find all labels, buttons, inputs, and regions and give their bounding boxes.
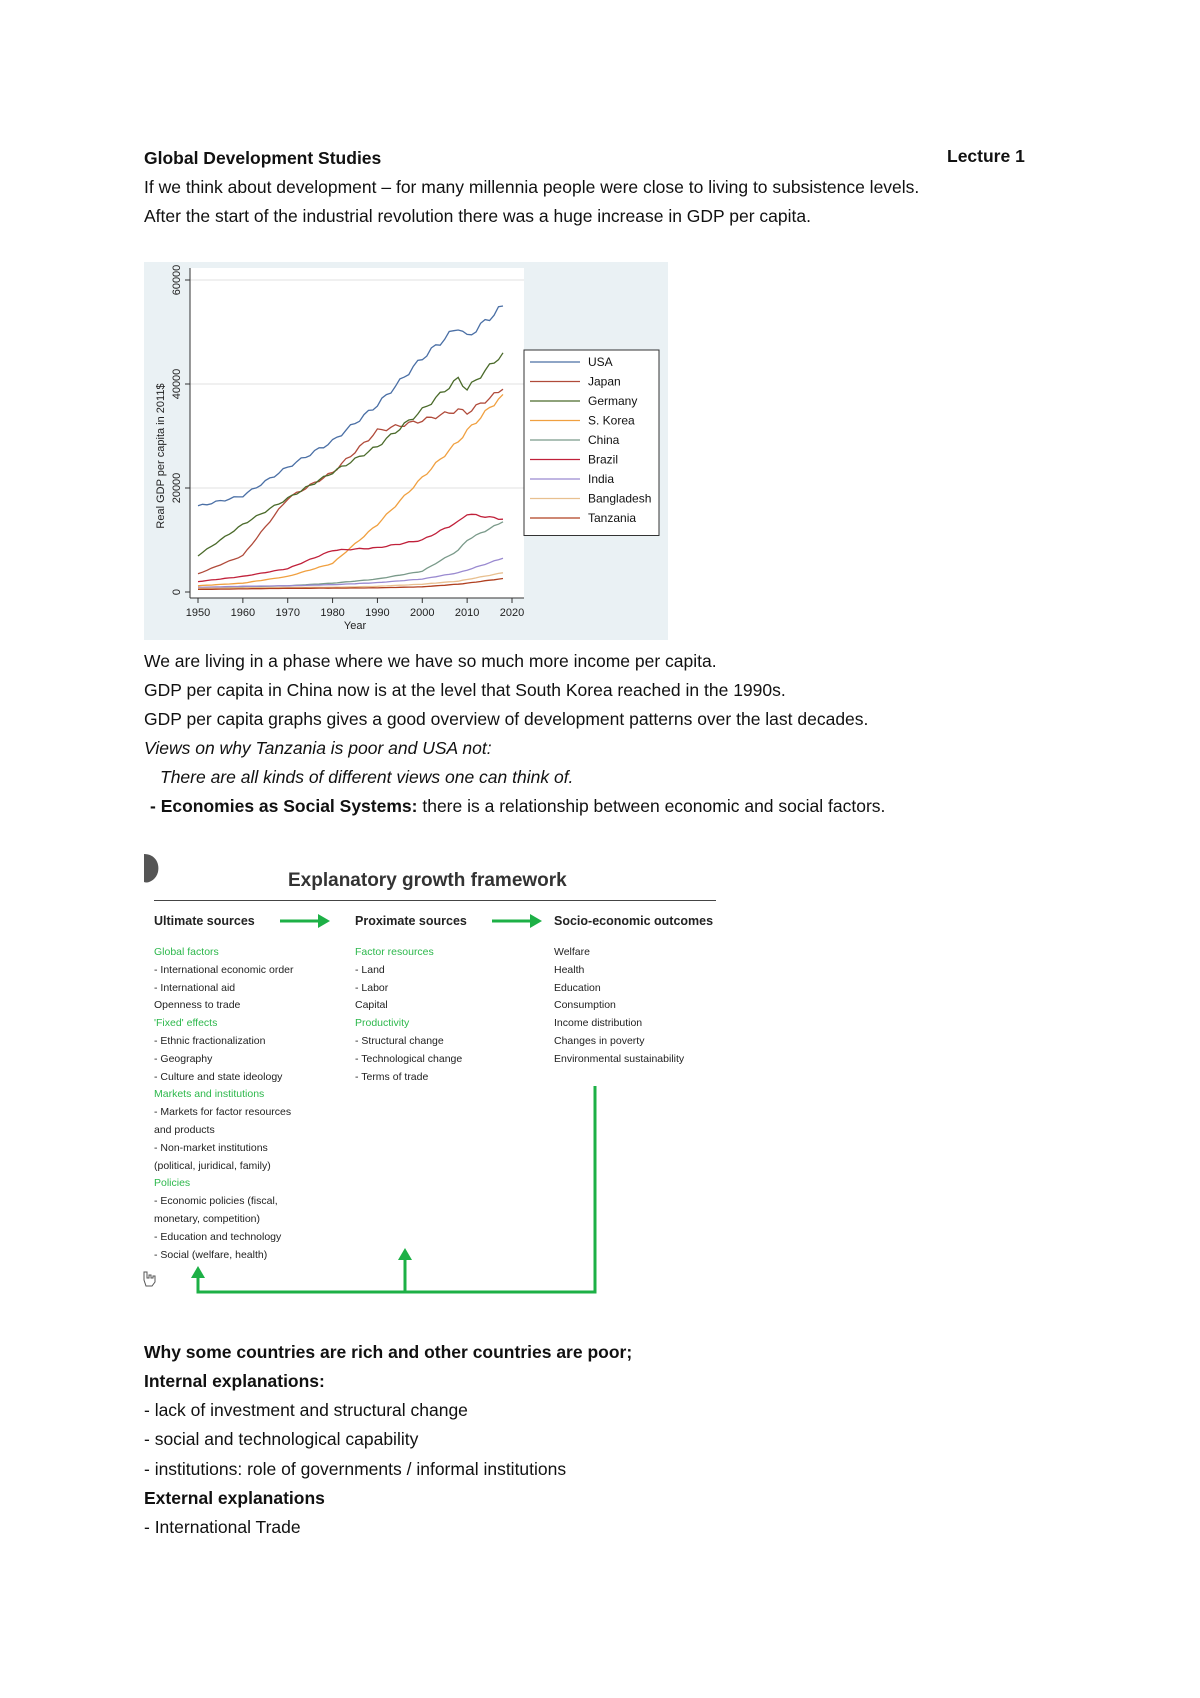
x-tick-label: 2000 — [410, 607, 435, 619]
col3_items-item: Health — [554, 963, 585, 976]
y-tick-label: 60000 — [171, 264, 183, 296]
legend-label: Japan — [588, 374, 621, 389]
col1_items-item: and products — [154, 1123, 215, 1136]
y-tick-label: 40000 — [171, 368, 183, 400]
legend-label: Bangladesh — [588, 491, 652, 506]
col1_items-item: Policies — [154, 1177, 191, 1190]
legend-label: China — [588, 433, 620, 447]
document-title: Global Development Studies — [144, 148, 382, 168]
internal-item-3: - institutions: role of governments / informal institutions — [144, 1459, 567, 1479]
ultimate-sources-list — [154, 944, 294, 1264]
feedback-arrowhead-left-icon — [191, 1266, 205, 1278]
hand-cursor-icon — [144, 1272, 155, 1286]
col2_items-item: Productivity — [355, 1017, 410, 1030]
arrow-ultimate-to-proximate-icon — [280, 914, 330, 928]
col1_items-item: - Culture and state ideology — [154, 1070, 283, 1083]
intro-line-2: After the start of the industrial revolution there was a huge increase in GDP per capita. — [144, 206, 811, 226]
proximate-sources-heading: Proximate sources — [355, 914, 467, 928]
col1_items-item: Openness to trade — [154, 999, 241, 1012]
social-systems-text: there is a relationship between economic and social factors. — [417, 796, 886, 816]
x-tick-label: 2020 — [499, 607, 525, 619]
external-item-1: - International Trade — [144, 1517, 301, 1537]
col1_items-item: Global factors — [154, 946, 219, 958]
intro-line-1: If we think about development – for many millennia people were close to living to subsistence levels. — [144, 177, 920, 197]
lecture-label: Lecture 1 — [947, 146, 1025, 166]
col1_items-item: - Ethnic fractionalization — [154, 1034, 266, 1047]
legend-label: S. Korea — [588, 413, 635, 428]
framework-divider — [154, 900, 716, 901]
col2_items-item: - Terms of trade — [355, 1070, 429, 1083]
internal-item-2: - social and technological capability — [144, 1429, 419, 1449]
col1_items-item: - Markets for factor resources — [154, 1106, 292, 1119]
col2_items-item: - Land — [355, 963, 385, 976]
y-tick-label: 0 — [171, 588, 183, 596]
x-tick-label: 1970 — [275, 607, 300, 619]
x-tick-label: 1960 — [230, 607, 256, 619]
col1_items-item: - Education and technology — [154, 1230, 282, 1243]
legend-label: India — [588, 472, 615, 486]
col1_items-item: (political, juridical, family) — [154, 1159, 271, 1172]
col2_items-item: - Labor — [355, 981, 389, 994]
col3_items-item: Environmental sustainability — [554, 1052, 685, 1065]
col3_items-item: Consumption — [554, 999, 616, 1012]
col2_items-item: Capital — [355, 999, 388, 1012]
col2_items-item: - Structural change — [355, 1034, 444, 1047]
explanations-heading: Why some countries are rich and other countries are poor; — [144, 1342, 633, 1362]
col3_items-item: Income distribution — [554, 1017, 643, 1030]
gdp-chart — [144, 262, 668, 640]
text-line-1: We are living in a phase where we have so much more income per capita. — [144, 651, 717, 671]
col2_items-item: - Technological change — [355, 1052, 463, 1065]
text-line-4: Views on why Tanzania is poor and USA not: — [144, 738, 492, 758]
y-axis-label: Real GDP per capita in 2011$ — [155, 383, 167, 529]
col1_items-item: Markets and institutions — [154, 1088, 265, 1101]
proximate-sources-list — [355, 944, 462, 1086]
x-tick-label: 1980 — [320, 607, 345, 619]
text-line-5: There are all kinds of different views one can think of. — [160, 767, 574, 787]
gdp-chart-svg — [144, 262, 668, 640]
internal-explanations-heading: Internal explanations: — [144, 1371, 325, 1391]
x-tick-label: 2010 — [454, 607, 480, 619]
col1_items-item: - International aid — [154, 981, 236, 994]
text-line-6 — [150, 794, 885, 818]
col1_items-item: - Non-market institutions — [154, 1141, 268, 1154]
legend-label: Brazil — [588, 452, 619, 467]
text-line-2: GDP per capita in China now is at the level that South Korea reached in the 1990s. — [144, 680, 786, 700]
legend-label: USA — [588, 355, 613, 369]
col1_items-item: - Economic policies (fiscal, — [154, 1195, 278, 1208]
external-explanations-heading: External explanations — [144, 1488, 325, 1508]
outcomes-heading: Socio-economic outcomes — [554, 914, 714, 928]
text-line-3: GDP per capita graphs gives a good overview of development patterns over the last decades. — [144, 709, 869, 729]
col3_items-item: Education — [554, 981, 601, 994]
x-tick-label: 1950 — [185, 607, 211, 619]
col1_items-item: monetary, competition) — [154, 1212, 261, 1225]
col3_items-item: Welfare — [554, 946, 590, 958]
framework-title: Explanatory growth framework — [288, 870, 567, 891]
col1_items-item: 'Fixed' effects — [154, 1017, 218, 1030]
corner-logo-icon — [144, 854, 158, 883]
col1_items-item: - Geography — [154, 1052, 213, 1065]
feedback-arrowhead-middle-icon — [398, 1248, 412, 1260]
internal-item-1: - lack of investment and structural change — [144, 1400, 468, 1420]
legend-label: Germany — [588, 394, 638, 408]
social-systems-term: - Economies as Social Systems: — [150, 796, 418, 816]
legend-label: Tanzania — [588, 511, 637, 525]
arrow-proximate-to-outcomes-icon — [492, 914, 542, 928]
y-tick-label: 20000 — [171, 472, 183, 504]
x-axis-label: Year — [343, 620, 367, 632]
col3_items-item: Changes in poverty — [554, 1034, 645, 1047]
x-tick-label: 1990 — [365, 607, 390, 619]
col2_items-item: Factor resources — [355, 946, 434, 958]
outcomes-list — [554, 944, 684, 1069]
ultimate-sources-heading: Ultimate sources — [154, 914, 255, 928]
col1_items-item: - International economic order — [154, 963, 294, 976]
col1_items-item: - Social (welfare, health) — [154, 1248, 268, 1261]
growth-framework-diagram — [140, 850, 740, 1310]
